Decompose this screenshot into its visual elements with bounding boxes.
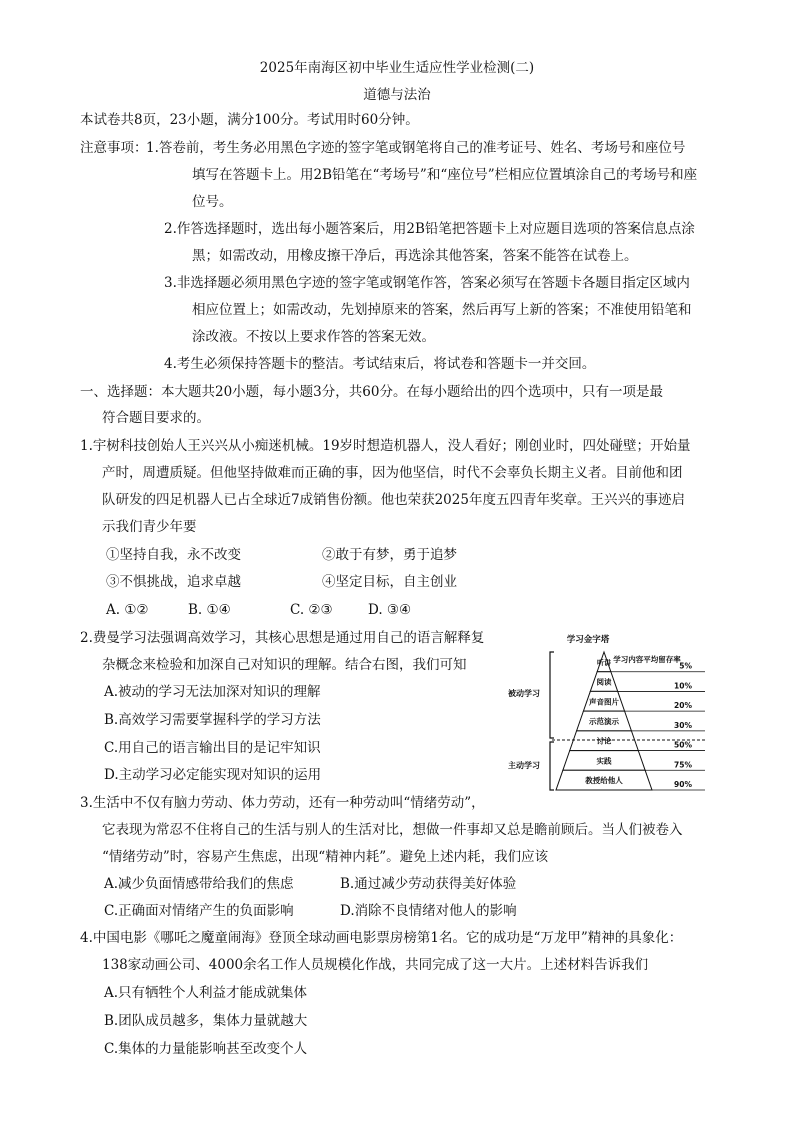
retention-rate-label: 50% — [674, 740, 692, 750]
option-b: B.通过减少劳动获得美好体验 — [340, 876, 517, 892]
retention-rate-label: 30% — [674, 720, 692, 730]
question-stem-line: 队研发的四足机器人已占全球近7成销售份额。他也荣获2025年度五四青年奖章。王兴兴的事迹启 — [102, 492, 685, 508]
pyramid-level-label: 听讲 — [597, 658, 611, 667]
option-d: D. ③④ — [368, 602, 412, 618]
active-bracket — [550, 742, 554, 790]
notes-label: 注意事项： — [80, 140, 148, 156]
question-stem-line: 138家动画公司、4000余名工作人员规模化作战，共同完成了这一大片。上述材料告诉我们 — [102, 957, 649, 973]
note-line: 黑；如需改动，用橡皮擦干净后，再选涂其他答案，答案不能答在试卷上。 — [192, 248, 638, 264]
question-stem-line: 4.中国电影《哪吒之魔童闹海》登顶全球动画电影票房榜第1名。它的成功是“万龙甲”精神的具象化： — [80, 930, 683, 946]
option-a: A. ①② — [106, 602, 149, 618]
option-b: B. ①④ — [188, 602, 231, 618]
passive-bracket — [550, 652, 554, 738]
question-stem-line: 1.宇树科技创始人王兴兴从小痴迷机械。19岁时想造机器人，没人看好；刚创业时，四处碰壁；开始量 — [80, 438, 691, 454]
pyramid-level-label: 声音图片 — [589, 697, 619, 707]
option-b: B.团队成员越多，集体力量就越大 — [104, 1013, 308, 1029]
statement-2: ②敢于有梦，勇于追梦 — [322, 547, 457, 563]
statement-1: ①坚持自我，永不改变 — [106, 547, 241, 563]
question-stem-line: 3.生活中不仅有脑力劳动、体力劳动，还有一种劳动叫“情绪劳动”， — [80, 795, 485, 811]
question-stem-line: 示我们青少年要 — [102, 519, 197, 535]
note-line: 4.考生必须保持答题卡的整洁。考试结束后，将试卷和答题卡一并交回。 — [164, 356, 596, 372]
pyramid-levels — [556, 652, 705, 790]
note-line: 1.答卷前，考生务必用黑色字迹的签字笔或钢笔将自己的准考证号、姓名、考场号和座位号 — [146, 140, 686, 156]
passive-learning-label: 被动学习 — [508, 689, 540, 698]
exam-title: 2025年南海区初中毕业生适应性学业检测(二) — [259, 60, 535, 76]
option-c: C.正确面对情绪产生的负面影响 — [104, 903, 294, 919]
figure-title: 学习金字塔 — [566, 635, 610, 645]
exam-info: 本试卷共8页，23小题，满分100分。考试用时60分钟。 — [80, 112, 419, 128]
learning-pyramid-figure — [500, 630, 710, 795]
pyramid-level-label: 示范演示 — [589, 717, 619, 726]
option-a: A.减少负面情感带给我们的焦虑 — [104, 876, 294, 892]
note-line: 填写在答题卡上。用2B铅笔在“考场号”和“座位号”栏相应位置填涂自己的考场号和座 — [192, 167, 698, 183]
option-a: A.只有牺牲个人利益才能成就集体 — [104, 985, 308, 1001]
retention-rate-label: 75% — [674, 760, 692, 770]
question-stem-line: 杂概念来检验和加深自己对知识的理解。结合右图，我们可知 — [102, 657, 467, 673]
retention-rate-label: 5% — [679, 661, 692, 671]
option-c: C.集体的力量能影响甚至改变个人 — [104, 1041, 308, 1057]
option-c: C.用自己的语言输出目的是记牢知识 — [104, 740, 321, 756]
subject-title: 道德与法治 — [363, 87, 431, 103]
retention-rate-label: 90% — [674, 780, 692, 789]
option-d: D.主动学习必定能实现对知识的运用 — [104, 767, 322, 783]
pyramid-level-label: 讨论 — [596, 736, 612, 746]
section-heading: 一、选择题：本大题共20小题，每小题3分，共60分。在每小题给出的四个选项中，只有一项是最 — [80, 384, 663, 400]
figure-column-header: 学习内容平均留存率 — [613, 655, 681, 664]
option-d: D.消除不良情绪对他人的影响 — [340, 903, 517, 919]
option-b: B.高效学习需要掌握科学的学习方法 — [104, 712, 321, 728]
active-learning-label: 主动学习 — [508, 761, 540, 770]
note-line: 涂改液。不按以上要求作答的答案无效。 — [192, 329, 435, 345]
question-stem-line: 产时，周遭质疑。但他坚持做难而正确的事，因为他坚信，时代不会辜负长期主义者。目前他和团 — [102, 465, 683, 481]
pyramid-level-label: 教授给他人 — [585, 776, 623, 786]
retention-rate-label: 20% — [674, 701, 692, 711]
note-line: 2.作答选择题时，选出每小题答案后，用2B铅笔把答题卡上对应题目选项的答案信息点涂 — [164, 221, 695, 237]
pyramid-level-label: 阅读 — [596, 677, 612, 687]
statement-3: ③不惧挑战，追求卓越 — [106, 574, 241, 590]
pyramid-level-label: 实践 — [596, 756, 612, 766]
question-stem-line: 它表现为常忍不住将自己的生活与别人的生活对比，想做一件事却又总是瞻前顾后。当人们被卷入 — [102, 822, 683, 838]
note-line: 相应位置上；如需改动，先划掉原来的答案，然后再写上新的答案；不准使用铅笔和 — [192, 302, 692, 318]
note-line: 3.非选择题必须用黑色字迹的签字笔或钢笔作答，答案必须写在答题卡各题目指定区域内 — [164, 275, 690, 291]
statement-4: ④坚定目标，自主创业 — [322, 574, 457, 590]
question-stem-line: “情绪劳动”时，容易产生焦虑，出现“精神内耗”。避免上述内耗，我们应该 — [102, 849, 549, 865]
section-heading-cont: 符合题目要求的。 — [102, 410, 210, 426]
question-stem-line: 2.费曼学习法强调高效学习，其核心思想是通过用自己的语言解释复 — [80, 630, 485, 646]
option-a: A.被动的学习无法加深对知识的理解 — [104, 684, 321, 700]
retention-rate-label: 10% — [674, 681, 692, 691]
note-line: 位号。 — [192, 194, 233, 210]
option-c: C. ②③ — [290, 602, 333, 618]
